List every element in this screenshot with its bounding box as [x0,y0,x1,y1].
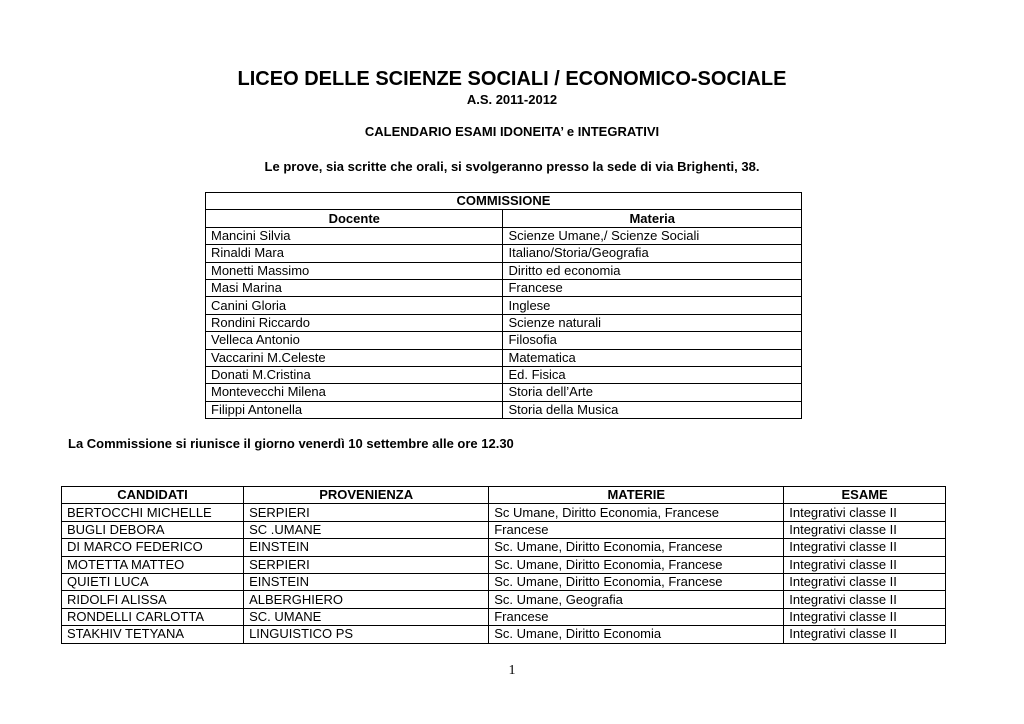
table-row [206,262,802,279]
candidate-name-cell: RONDELLI CARLOTTA [62,608,244,625]
table-row [62,591,946,608]
table-row [206,245,802,262]
page-number: 1 [508,663,516,678]
materie-cell: Sc Umane, Diritto Economia, Francese [489,504,784,521]
docente-cell: Canini Gloria [206,297,503,314]
column-header-candidati: CANDIDATI [62,487,244,504]
table-row [62,608,946,625]
materia-cell: Storia dell’Arte [503,384,802,401]
esame-cell: Integrativi classe II [784,556,946,573]
table-row [62,573,946,590]
materie-cell: Francese [489,608,784,625]
provenienza-cell: SC. UMANE [244,608,489,625]
provenienza-cell: LINGUISTICO PS [244,626,489,643]
column-header-docente: Docente [206,210,503,227]
docente-cell: Monetti Massimo [206,262,503,279]
candidate-name-cell: STAKHIV TETYANA [62,626,244,643]
docente-cell: Rondini Riccardo [206,314,503,331]
esame-cell: Integrativi classe II [784,521,946,538]
docente-cell: Mancini Silvia [206,227,503,244]
materie-cell: Francese [489,521,784,538]
table-row [206,366,802,383]
materia-cell: Ed. Fisica [503,366,802,383]
materie-cell: Sc. Umane, Diritto Economia [489,626,784,643]
esame-cell: Integrativi classe II [784,573,946,590]
docente-cell: Masi Marina [206,279,503,296]
docente-cell: Rinaldi Mara [206,245,503,262]
table-row [206,401,802,418]
candidate-name-cell: BUGLI DEBORA [62,521,244,538]
materia-cell: Filosofia [503,332,802,349]
materie-cell: Sc. Umane, Diritto Economia, Francese [489,556,784,573]
table-row [62,556,946,573]
provenienza-cell: SC .UMANE [244,521,489,538]
materia-cell: Inglese [503,297,802,314]
intro-text: Le prove, sia scritte che orali, si svolgeranno presso la sede di via Brighenti, 38. [264,159,760,174]
materia-cell: Italiano/Storia/Geografia [503,245,802,262]
docente-cell: Montevecchi Milena [206,384,503,401]
docente-cell: Filippi Antonella [206,401,503,418]
materia-cell: Scienze Umane,/ Scienze Sociali [503,227,802,244]
docente-cell: Velleca Antonio [206,332,503,349]
esame-cell: Integrativi classe II [784,626,946,643]
column-header-materie: MATERIE [489,487,784,504]
esame-cell: Integrativi classe II [784,608,946,625]
provenienza-cell: ALBERGHIERO [244,591,489,608]
commission-caption: COMMISSIONE [206,193,802,210]
calendar-title: CALENDARIO ESAMI IDONEITA’ e INTEGRATIVI [364,124,660,139]
esame-cell: Integrativi classe II [784,591,946,608]
materie-cell: Sc. Umane, Diritto Economia, Francese [489,539,784,556]
column-header-provenienza: PROVENIENZA [244,487,489,504]
table-row [206,314,802,331]
table-row [206,279,802,296]
provenienza-cell: EINSTEIN [244,539,489,556]
materia-cell: Matematica [503,349,802,366]
table-row [62,521,946,538]
table-row [206,227,802,244]
esame-cell: Integrativi classe II [784,504,946,521]
table-row [206,384,802,401]
column-header-materia: Materia [503,210,802,227]
materie-cell: Sc. Umane, Geografia [489,591,784,608]
table-row [62,504,946,521]
candidate-name-cell: MOTETTA MATTEO [62,556,244,573]
candidate-name-cell: DI MARCO FEDERICO [62,539,244,556]
materia-cell: Storia della Musica [503,401,802,418]
docente-cell: Donati M.Cristina [206,366,503,383]
table-row [206,297,802,314]
school-year: A.S. 2011-2012 [466,92,558,107]
materie-cell: Sc. Umane, Diritto Economia, Francese [489,573,784,590]
materia-cell: Scienze naturali [503,314,802,331]
materia-cell: Diritto ed economia [503,262,802,279]
column-header-esame: ESAME [784,487,946,504]
materia-cell: Francese [503,279,802,296]
esame-cell: Integrativi classe II [784,539,946,556]
candidate-name-cell: QUIETI LUCA [62,573,244,590]
document-title: LICEO DELLE SCIENZE SOCIALI / ECONOMICO-SOCIALE [237,68,787,90]
table-row [62,539,946,556]
candidate-name-cell: BERTOCCHI MICHELLE [62,504,244,521]
table-row [206,349,802,366]
provenienza-cell: SERPIERI [244,556,489,573]
provenienza-cell: EINSTEIN [244,573,489,590]
candidates-table [61,486,946,644]
docente-cell: Vaccarini M.Celeste [206,349,503,366]
table-row [62,626,946,643]
candidate-name-cell: RIDOLFI ALISSA [62,591,244,608]
table-row [206,332,802,349]
meeting-note: La Commissione si riunisce il giorno venerdì 10 settembre alle ore 12.30 [68,436,514,451]
provenienza-cell: SERPIERI [244,504,489,521]
commission-table [205,192,802,419]
